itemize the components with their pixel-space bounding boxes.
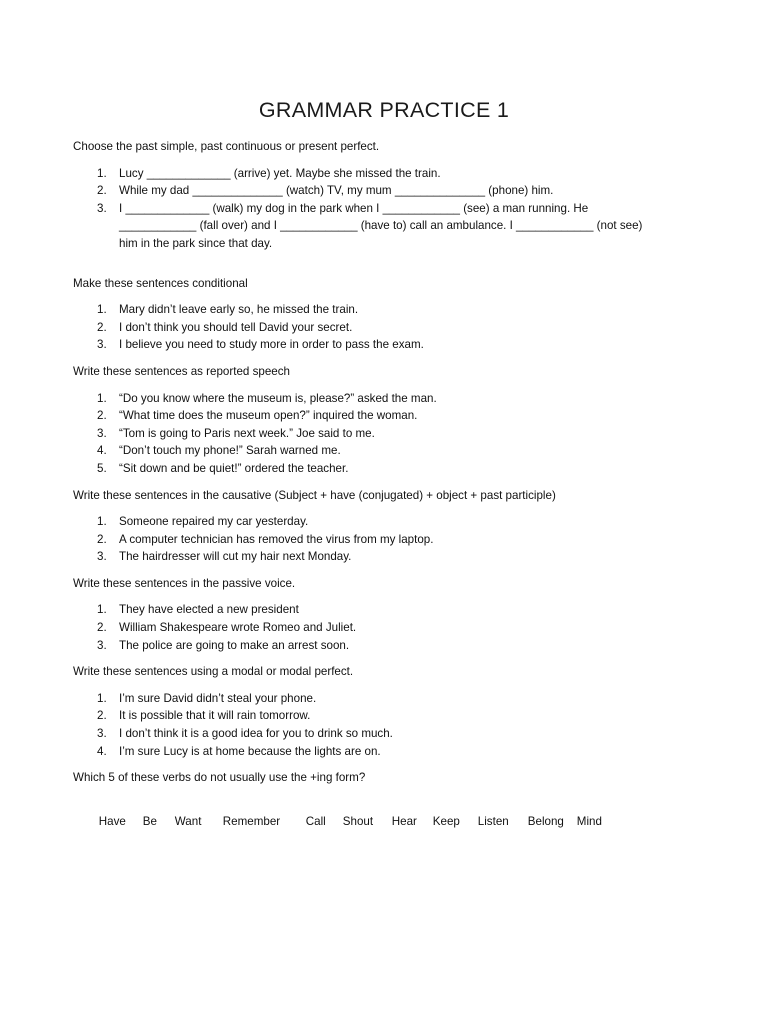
list-item: 1. They have elected a new president (97, 603, 299, 617)
list-item: 3. “Tom is going to Paris next week.” Joe said to me. (97, 426, 375, 440)
section-instruction: Write these sentences in the passive voice. (73, 576, 296, 590)
list-item: 1. I’m sure David didn’t steal your phone. (97, 691, 317, 705)
exercise-list (73, 513, 673, 566)
list-item: 2. I don’t think you should tell David your secret. (97, 320, 353, 334)
verb-word: Belong (527, 815, 564, 829)
list-item: 3. I believe you need to study more in order to pass the exam. (97, 338, 424, 352)
exercise-list (73, 301, 673, 354)
section-passive (73, 575, 673, 654)
verb-word: Be (142, 815, 157, 829)
exercise-list (73, 390, 673, 478)
list-item: 1. Mary didn’t leave early so, he missed the train. (97, 303, 359, 317)
section-modal (73, 663, 673, 760)
worksheet-content (73, 138, 673, 849)
section-instruction: Write these sentences as reported speech (73, 364, 290, 378)
page-title: GRAMMAR PRACTICE 1 (258, 98, 510, 122)
list-item: 2. It is possible that it will rain tomorrow. (97, 709, 311, 723)
list-item: 3. I don’t think it is a good idea for you to drink so much. (97, 727, 393, 741)
verb-word: Have (98, 815, 126, 829)
section-instruction: Which 5 of these verbs do not usually use the +ing form? (73, 771, 366, 785)
section-verbs (73, 769, 673, 848)
list-item: 4. I’m sure Lucy is at home because the lights are on. (97, 744, 381, 758)
exercise-list (73, 165, 673, 253)
section-reported-speech (73, 363, 673, 478)
section-tenses (73, 138, 673, 253)
verb-word: Call (305, 815, 326, 829)
verb-word: Shout (342, 815, 374, 829)
verb-list (73, 796, 673, 849)
verb-word: Remember (222, 815, 281, 829)
section-instruction: Write these sentences in the causative (Subject + have (conjugated) + object + past participle) (73, 488, 556, 502)
list-item: 3. The police are going to make an arrest soon. (97, 638, 350, 652)
exercise-list (73, 601, 673, 654)
section-causative (73, 487, 673, 566)
verb-word: Mind (576, 815, 602, 829)
section-instruction: Make these sentences conditional (73, 276, 248, 290)
list-item: 3. I _____________ (walk) my dog in the park when I ____________ (see) a man running. He ____________ (fall over) and I ____________ (have to) call an ambulance. I ____________ (not see) him in the park since that day. (97, 201, 643, 250)
verb-word: Want (174, 815, 202, 829)
section-instruction: Choose the past simple, past continuous or present perfect. (73, 140, 380, 153)
list-item: 3. The hairdresser will cut my hair next Monday. (97, 550, 352, 564)
list-item: 1. Someone repaired my car yesterday. (97, 515, 309, 529)
list-item: 5. “Sit down and be quiet!” ordered the teacher. (97, 461, 349, 475)
list-item: 1. “Do you know where the museum is, please?” asked the man. (97, 391, 437, 405)
verb-word: Listen (477, 815, 509, 829)
list-item: 2. A computer technician has removed the virus from my laptop. (97, 532, 434, 546)
section-instruction: Write these sentences using a modal or modal perfect. (73, 665, 354, 679)
exercise-list (73, 690, 673, 760)
list-item: 2. While my dad ______________ (watch) TV, my mum ______________ (phone) him. (97, 184, 554, 198)
list-item: 4. “Don’t touch my phone!” Sarah warned me. (97, 444, 341, 458)
list-item: 2. William Shakespeare wrote Romeo and Juliet. (97, 621, 357, 635)
verb-word: Hear (391, 815, 417, 829)
list-item: 2. “What time does the museum open?” inquired the woman. (97, 409, 418, 423)
verb-word: Keep (432, 815, 460, 829)
list-item: 1. Lucy _____________ (arrive) yet. Maybe she missed the train. (97, 166, 441, 180)
section-conditional (73, 275, 673, 354)
